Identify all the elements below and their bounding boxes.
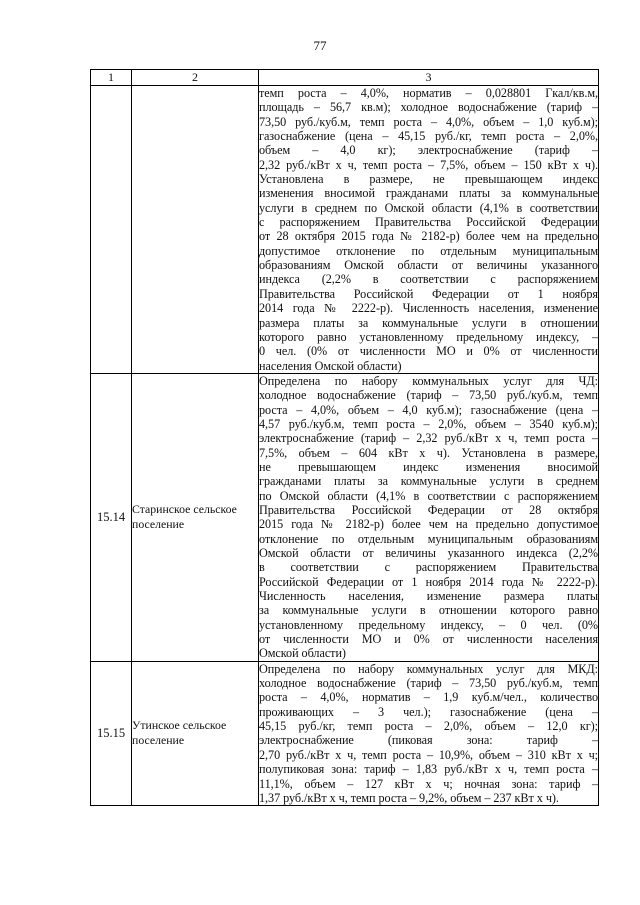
description-line: электроснабжение (тариф – 2,32 руб./кВт х ч, темп роста – [259, 431, 598, 446]
table-header-row [91, 70, 599, 86]
column-header-2: 2 [132, 70, 259, 86]
description-line: объем – 4,0 кг); электроснабжение (тариф – [259, 143, 598, 158]
description-cell [259, 661, 599, 805]
table-row [91, 661, 599, 805]
row-number-cell [91, 86, 132, 374]
settlement-name-line: Старинское сельское [132, 502, 237, 517]
description-cell [259, 86, 599, 374]
description-line: от численности МО и 0% от численности населения [259, 632, 598, 647]
description-cell [259, 373, 599, 661]
description-line: 2015 года № 2182-р) более чем на предельно допустимое [259, 517, 598, 532]
description-line: 11,1%, объем – 127 кВт х ч; ночная зона: тариф – [259, 776, 598, 791]
description-line: от 28 октября 2015 года № 2182-р) более чем на предельно [259, 229, 598, 244]
column-header-1: 1 [91, 70, 132, 86]
description-line: 7,5%, объем – 604 кВт х ч). Установлена в размере, [259, 445, 598, 460]
description-line: холодное водоснабжение (тариф – 73,50 руб./куб.м, темп [259, 388, 598, 403]
description-line: 0 чел. (0% от численности МО и 0% от численности [259, 344, 598, 359]
description-line: 2,70 руб./кВт х ч, темп роста – 10,9%, объем – 310 кВт х ч; [259, 747, 598, 762]
description-line: образованиям Омской области от величины указанного [259, 258, 598, 273]
description-line: Установлена в размере, не превышающем индекс [259, 172, 598, 187]
description-line: с распоряжением Правительства Российской Федерации [259, 215, 598, 230]
description-line: газоснабжение (цена – 45,15 руб./кг, темп роста – 2,0%, [259, 129, 598, 144]
description-line: 4,57 руб./куб.м, темп роста – 2,0%, объем – 3540 куб.м); [259, 416, 598, 431]
description-line: отклонение по отдельным муниципальным образованиям [259, 531, 598, 546]
row-number-cell: 15.15 [91, 661, 132, 805]
description-line: 45,15 руб./кг, темп роста – 2,0%, объем – 12,0 кг); [259, 719, 598, 734]
description-line: допустимое отклонение по отдельным муниципальным [259, 243, 598, 258]
description-line: 2014 года № 2222-р). Численность населения, изменение [259, 301, 598, 316]
settlement-name-cell [132, 373, 259, 661]
row-number-cell: 15.14 [91, 373, 132, 661]
settlement-name-line: поселение [132, 733, 185, 748]
description-line: проживающих – 3 чел.); газоснабжение (цена – [259, 704, 598, 719]
description-line: Российской Федерации от 1 ноября 2014 года № 2222-р). [259, 574, 598, 589]
settlement-name-line: поселение [132, 517, 185, 532]
settlement-name-cell [132, 86, 259, 374]
description-line: 2,32 руб./кВт х ч, темп роста – 7,5%, объем – 150 кВт х ч). [259, 157, 598, 172]
description-line: за коммунальные услуги в отношении которого равно [259, 603, 598, 618]
description-line: гражданами платы за коммунальные услуги в среднем [259, 474, 598, 489]
column-header-3: 3 [259, 70, 599, 86]
page-number: 77 [313, 38, 327, 53]
table-row [91, 373, 599, 661]
description-line: 73,50 руб./куб.м, темп роста – 4,0%, объем – 1,0 куб.м); [259, 114, 598, 129]
description-line: электроснабжение (пиковая зона: тариф – [259, 733, 598, 748]
description-line: Правительства Российской Федерации от 1 ноября [259, 286, 598, 301]
description-line: роста – 4,0%, норматив – 1,9 куб.м/чел., количество [259, 690, 598, 705]
description-line: по Омской области (4,1% в соответствии с распоряжением [259, 488, 598, 503]
description-line: Определена по набору коммунальных услуг для ЧД: [259, 373, 598, 388]
settlement-name-line: Утинское сельское [132, 718, 227, 733]
description-line: роста – 4,0%, объем – 4,0 куб.м); газоснабжение (цена – [259, 402, 598, 417]
data-table [90, 69, 599, 806]
description-line: размера платы за коммунальные услуги в отношении [259, 315, 598, 330]
settlement-name-cell [132, 661, 259, 805]
description-line: Определена по набору коммунальных услуг для МКД: [259, 661, 598, 676]
description-line: Правительства Российской Федерации от 28 октября [259, 502, 598, 517]
description-line: изменения вносимой гражданами платы за коммунальные [259, 186, 598, 201]
description-line: не превышающем индекс изменения вносимой [259, 459, 598, 474]
description-line: услуги в среднем по Омской области (4,1% в соответствии [259, 200, 598, 215]
description-line: площадь – 56,7 кв.м); холодное водоснабжение (тариф – [259, 100, 598, 115]
table-row [91, 86, 599, 374]
description-line: установленному предельному индексу, – 0 чел. (0% [259, 617, 598, 632]
description-line: Численность населения, изменение размера платы [259, 589, 598, 604]
description-line: в соответствии с распоряжением Правительства [259, 560, 598, 575]
description-line: Омской области) [259, 646, 346, 661]
description-line: 1,37 руб./кВт х ч, темп роста – 9,2%, объем – 237 кВт х ч). [259, 790, 559, 805]
description-line: населения Омской области) [259, 358, 402, 373]
description-line: индекса (2,2% в соответствии с распоряжением [259, 272, 598, 287]
description-line: темп роста – 4,0%, норматив – 0,028801 Гкал/кв.м, [259, 86, 598, 100]
description-line: Омской области от величины указанного индекса (2,2% [259, 546, 598, 560]
description-line: которого равно установленному предельному индексу, – [259, 329, 598, 344]
description-line: полупиковая зона: тариф – 1,83 руб./кВт х ч, темп роста – [259, 762, 598, 777]
description-line: холодное водоснабжение (тариф – 73,50 руб./куб.м, темп [259, 676, 598, 691]
